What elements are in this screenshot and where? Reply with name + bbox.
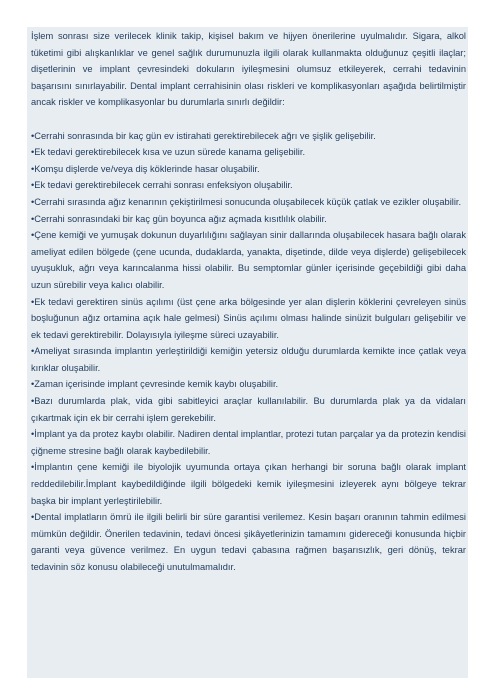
risk-list xyxy=(31,128,466,576)
risk-item: •Ek tedavi gerektiren sinüs açılımı (üst çene arka bölgesinde yer alan dişlerin köklerini çevreleyen sinüs boşluğunun ağız ortamina açık hale gelmesi) Sinüs açılımı olması halinde sinüzit bulguları gelişebilir ve ek tedavi gerektirebilir. Dolayısıyla iyileşme süreci uzayabilir. xyxy=(31,296,466,340)
risk-item: •İmplant ya da protez kaybı olabilir. Nadiren dental implantlar, protezi tutan parçalar ya da protezin kendisi çiğneme stresine bağlı olarak kaybedilebilir. xyxy=(31,429,466,456)
paragraph-gap xyxy=(31,111,466,128)
document-body xyxy=(31,28,466,576)
intro-paragraph: İşlem sonrası size verilecek klinik takip, kişisel bakım ve hijyen önerilerine uyulmalıdır. Sigara, alkol tüketimi gibi alışkanlıklar ve genel sağlık durumunuzla ilgili olarak kullanmakta olduğunuz çeşitli ilaçlar; dişetlerinin ve implant çevresindeki dokuların iyileşmesini olumsuz etkileyerek, cerrahi tedavinin başarısını sınırlayabilir. Dental implant cerrahisinin olası riskleri ve komplikasyonları aşağıda belirtilmiştir ancak riskler ve komplikasyonlar bu durumlarla sınırlı değildir: xyxy=(31,31,466,108)
risk-item: •Komşu dişlerde ve/veya diş köklerinde hasar oluşabilir. xyxy=(31,163,260,174)
document-page xyxy=(27,27,468,678)
risk-item: •Dental implatların ömrü ile ilgili belirli bir süre garantisi verilemez. Kesin başarı oranının tahmin edilmesi mümkün değildir. Önerilen tedavinin, tedavi öncesi şikâyetlerinizin tamamını gidereceği konusunda hiçbir garanti veya güvence verilmez. En uygun tedavi çabasına rağmen başarısızlık, geri dönüş, tekrar tedavinin söz konusu olabileceği unutulmamalıdır. xyxy=(31,512,466,572)
risk-item: •Zaman içerisinde implant çevresinde kemik kaybı oluşabilir. xyxy=(31,379,279,390)
risk-item: •Ek tedavi gerektirebilecek cerrahi sonrası enfeksiyon oluşabilir. xyxy=(31,180,293,191)
risk-item: •Cerrahi sonrasındaki bir kaç gün boyunca ağız açmada kısıtlılık olabilir. xyxy=(31,213,327,224)
risk-item: •Cerrahi sonrasında bir kaç gün ev istirahati gerektirebilecek ağrı ve şişlik gelişebilir. xyxy=(31,130,376,141)
risk-item: •Ek tedavi gerektirebilecek kısa ve uzun sürede kanama gelişebilir. xyxy=(31,147,306,158)
risk-item: •Cerrahi sırasında ağız kenarının çekiştirilmesi sonucunda oluşabilecek küçük çatlak ve ezikler oluşabilir. xyxy=(31,196,462,207)
risk-item: •Bazı durumlarda plak, vida gibi sabitleyici araçlar kullanılabilir. Bu durumlarda plak ya da vidaları çıkartmak için ek bir cerrahi işlem gerekebilir. xyxy=(31,396,466,423)
risk-item: •Çene kemiği ve yumuşak dokunun duyarlılığını sağlayan sinir dallarında oluşabilecek hasara bağlı olarak ameliyat edilen bölgede (çene ucunda, dudaklarda, yanakta, dişetinde, dilde veya dişlerde) gelişebilecek uyuşukluk, ağrı veya karıncalanma hissi olabilir. Bu semptomlar günler içerisinde geçebildiği gibi daha uzun sürebilir veya kalıcı olabilir. xyxy=(31,230,466,290)
risk-item: •İmplantın çene kemiği ile biyolojik uyumunda ortaya çıkan herhangi bir soruna bağlı olarak implant reddedilebilir.İmplant kaybedildiğinde ilgili bölgedeki kemik iyileşmesini izleyerek aynı bölgeye tekrar başka bir implant yerleştirilebilir. xyxy=(31,462,466,506)
risk-item: •Ameliyat sırasında implantın yerleştirildiği kemiğin yetersiz olduğu durumlarda kemikte ince çatlak veya kırıklar oluşabilir. xyxy=(31,346,466,373)
